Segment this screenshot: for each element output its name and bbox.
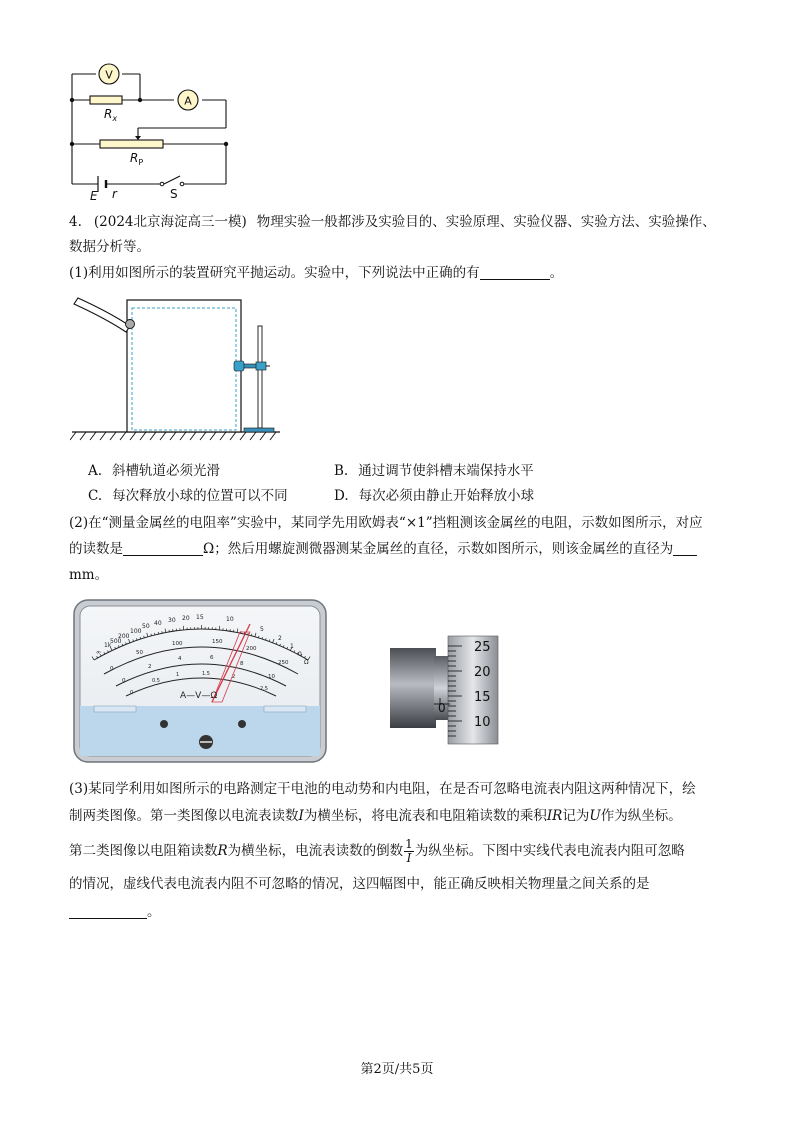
svg-text:4: 4 [178, 656, 182, 662]
resistor-rx-icon [90, 96, 122, 104]
svg-text:200: 200 [246, 646, 257, 652]
page-footer: 第2页/共5页 [360, 1062, 434, 1077]
svg-text:15: 15 [474, 690, 491, 705]
svg-text:500: 500 [110, 638, 122, 645]
svg-text:30: 30 [168, 617, 176, 624]
svg-text:50: 50 [136, 650, 143, 656]
projectile-apparatus-figure [70, 290, 285, 445]
rheostat-rp-icon [100, 140, 163, 148]
svg-text:10: 10 [226, 616, 234, 623]
part3-line3: 第二类图像以电阻箱读数R为横坐标，电流表读数的倒数 $\frac{1}{I}$ 为纵坐标。下图中实线代表电流表内阻可忽略 [69, 837, 685, 865]
question-number: 4. [69, 214, 82, 230]
part2-line1: (2)在“测量金属丝的电阻率”实验中，某同学先用欧姆表“×1”挡粗测该金属丝的电阻，示数如图所示，对应 [69, 515, 703, 531]
svg-text:V: V [105, 68, 113, 82]
svg-text:2: 2 [148, 664, 152, 670]
svg-text:50: 50 [142, 623, 150, 630]
svg-text:20: 20 [182, 615, 190, 622]
svg-text:0: 0 [122, 678, 126, 684]
svg-text:0: 0 [130, 690, 134, 696]
battery-icon [98, 176, 106, 192]
svg-text:200: 200 [118, 633, 130, 640]
svg-text:Ω: Ω [304, 659, 309, 666]
ohmmeter-figure [72, 598, 330, 766]
svg-text:0: 0 [298, 651, 302, 658]
fraction-one-over-i: $\frac{1}{I}$ [405, 837, 413, 865]
part3-line4: 的情况，虚线代表电流表内阻不可忽略的情况，这四幅图中，能正确反映相关物理量之间关系的是 [69, 876, 650, 892]
diameter-blank[interactable] [673, 541, 697, 556]
svg-text:∞: ∞ [96, 649, 101, 656]
svg-text:0: 0 [438, 701, 446, 715]
svg-text:2.5: 2.5 [260, 686, 268, 692]
svg-text:10: 10 [268, 674, 275, 680]
micrometer-figure [388, 634, 500, 746]
question-stem-line2: 数据分析等。 [69, 239, 150, 255]
svg-text:15: 15 [196, 614, 204, 621]
option-d[interactable]: D. 每次必须由静止开始释放小球 [334, 488, 535, 504]
svg-text:E: E [90, 189, 98, 203]
svg-text:1.5: 1.5 [202, 671, 210, 677]
svg-text:10: 10 [474, 715, 491, 730]
ammeter-icon [178, 90, 198, 110]
part1-answer-blank[interactable] [480, 265, 550, 280]
svg-text:40: 40 [154, 620, 162, 627]
svg-text:100: 100 [172, 641, 183, 647]
part1-prompt: (1)利用如图所示的装置研究平抛运动。实验中，下列说法中正确的有 。 [69, 265, 564, 281]
svg-text:100: 100 [130, 628, 142, 635]
svg-text:2: 2 [232, 674, 236, 680]
svg-text:1: 1 [290, 643, 294, 650]
svg-text:25: 25 [474, 640, 491, 655]
svg-text:1: 1 [176, 672, 180, 678]
svg-text:8: 8 [240, 661, 244, 667]
svg-text:1k: 1k [104, 642, 112, 649]
part3-line2: 制两类图像。第一类图像以电流表读数I为横坐标，将电流表和电阻箱读数的乘积IR记为U作为纵坐标。 [69, 808, 682, 824]
circuit-diagram [60, 58, 240, 206]
svg-text:6: 6 [210, 655, 214, 661]
svg-text:A: A [184, 94, 192, 108]
svg-text:A—V—Ω: A—V—Ω [180, 691, 218, 701]
question-stem-line1: 4. (2024北京海淀高三一模) 物理实验一般都涉及实验目的、实验原理、实验仪器、实验方法、实验操作、 [69, 214, 716, 230]
option-a[interactable]: A. 斜槽轨道必须光滑 [88, 463, 221, 479]
svg-text:250: 250 [278, 660, 289, 666]
svg-text:20: 20 [474, 665, 491, 680]
svg-text:5: 5 [260, 626, 264, 633]
option-b[interactable]: B. 通过调节使斜槽末端保持水平 [334, 463, 534, 479]
part3-line1: (3)某同学利用如图所示的电路测定干电池的电动势和内电阻，在是否可忽略电流表内阻这两种情况下，绘 [69, 781, 696, 797]
ohm-reading-blank[interactable] [123, 541, 203, 556]
svg-text:0.5: 0.5 [152, 678, 160, 684]
part3-answer-blank[interactable] [69, 904, 147, 919]
svg-text:2: 2 [278, 635, 282, 642]
svg-text:0: 0 [110, 666, 114, 672]
svg-text:r: r [112, 187, 117, 201]
voltmeter-icon [99, 64, 119, 84]
part2-line2: 的读数是 Ω；然后用螺旋测微器测某金属丝的直径，示数如图所示，则该金属丝的直径为 [69, 539, 697, 559]
svg-text:S: S [170, 187, 178, 201]
svg-text:RP: $R_P$ [130, 151, 144, 167]
part2-line3: mm。 [69, 567, 109, 583]
part3-line5: 。 [69, 902, 161, 922]
question-source: (2024北京海淀高三一模) [93, 214, 247, 230]
svg-text:150: 150 [212, 639, 223, 645]
option-c[interactable]: C. 每次释放小球的位置可以不同 [88, 488, 288, 504]
svg-text:Rx: $R_x$ [104, 107, 118, 123]
